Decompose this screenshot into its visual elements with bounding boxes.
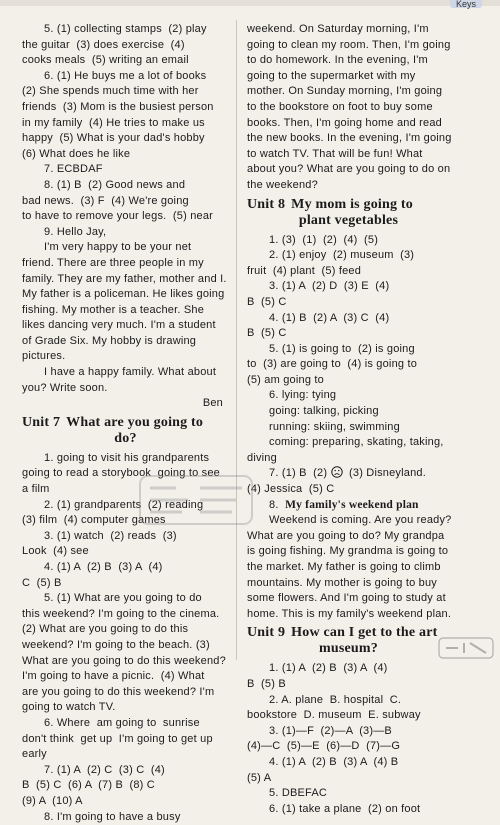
- right-answers-unit7-cont: [247, 22, 450, 194]
- answer-line: fruit (4) plant (5) feed: [247, 264, 450, 280]
- plan-title: My family's weekend plan: [285, 499, 419, 511]
- answer-line: 5. (1) is going to (2) is going: [247, 342, 450, 358]
- answer-line: weekend? I'm going to the beach. (3): [22, 638, 229, 654]
- answer-line: (5) A: [247, 771, 450, 787]
- answer-line: to (3) are going to (4) is going to: [247, 357, 450, 373]
- answer-line: happy (5) What is your dad's hobby: [22, 131, 229, 147]
- answer-line: 4. (1) A (2) B (3) A (4) B: [247, 755, 450, 771]
- answer-line: (5) am going to: [247, 373, 450, 389]
- frown-face-icon: [331, 466, 343, 478]
- answer-line: fishing. My mother is a teacher. She: [22, 303, 229, 319]
- answer-line: 7. (1) A (2) C (3) C (4): [22, 763, 229, 779]
- answer-line: 3. (1)—F (2)—A (3)—B: [247, 724, 450, 740]
- column-divider: [236, 20, 237, 660]
- answer-line: the market. My father is going to climb: [247, 560, 450, 576]
- answer-line: 8. I'm going to have a busy: [22, 810, 229, 825]
- answer-line: this weekend? I'm going to the cinema.: [22, 607, 229, 623]
- answer-line: going to read a storybook going to see: [22, 466, 229, 482]
- answer-line: weekend. On Saturday morning, I'm: [247, 22, 450, 38]
- answer-line: the new books. In the evening, I'm going: [247, 131, 450, 147]
- answer-line: I have a happy family. What about: [22, 365, 229, 381]
- unit9-number: Unit 9: [247, 625, 285, 640]
- answer-line: 8. (1) B (2) Good news and: [22, 178, 229, 194]
- corner-logo-icon: [438, 637, 494, 659]
- answer-line: mountains. My mother is going to buy: [247, 576, 450, 592]
- answer-line: bad news. (3) F (4) We're going: [22, 194, 229, 210]
- unit9-title-continued: museum?: [247, 641, 450, 657]
- answer-line: 7. ECBDAF: [22, 162, 229, 178]
- unit8-title: My mom is going to: [291, 197, 413, 212]
- answer-line: B (5) C: [247, 295, 450, 311]
- answer-line: home. This is my family's weekend plan.: [247, 607, 450, 623]
- answer-line: is going fishing. My grandma is going to: [247, 544, 450, 560]
- answer-line: (2) She spends much time with her: [22, 84, 229, 100]
- answer-line: (3) film (4) computer games: [22, 513, 229, 529]
- answer-line: books. Then, I'm going home and read: [247, 116, 450, 132]
- answer-line: Ben: [22, 396, 229, 412]
- unit8-title-continued: plant vegetables: [247, 213, 450, 229]
- answer-line: going to watch TV.: [22, 700, 229, 716]
- answer-line: 1. (1) A (2) B (3) A (4): [247, 661, 450, 677]
- q7-prefix: 7. (1) B (2): [269, 467, 327, 479]
- answer-line: My father is a policeman. He likes going: [22, 287, 229, 303]
- answer-line: 3. (1) A (2) D (3) E (4): [247, 279, 450, 295]
- answer-line: to the bookstore on foot to buy some: [247, 100, 450, 116]
- answer-line: friend. There are three people in my: [22, 256, 229, 272]
- answer-line: 6. (1) take a plane (2) on foot: [247, 802, 450, 818]
- unit7-title: What are you going to: [66, 415, 203, 430]
- answer-line: Weekend is coming. Are you ready?: [247, 513, 450, 529]
- answer-line: 6. lying: tying: [247, 388, 450, 404]
- answer-line: I'm very happy to be your net: [22, 240, 229, 256]
- answer-line: 2. A. plane B. hospital C.: [247, 693, 450, 709]
- answer-line: 5. DBEFAC: [247, 786, 450, 802]
- right-plan-essay: [247, 513, 450, 622]
- answer-line: 6. (1) He buys me a lot of books: [22, 69, 229, 85]
- answer-line: going to clean my room. Then, I'm going: [247, 38, 450, 54]
- answer-line: to watch TV. That will be fun! What: [247, 147, 450, 163]
- answer-line: some flowers. And I'm going to study at: [247, 591, 450, 607]
- answer-line: bookstore D. museum E. subway: [247, 708, 450, 724]
- unit7-number: Unit 7: [22, 415, 60, 430]
- answer-line: 1. (3) (1) (2) (4) (5): [247, 233, 450, 249]
- answer-line: 6. Where am going to sunrise: [22, 716, 229, 732]
- q7-line-2: (4) Jessica (5) C: [247, 482, 450, 498]
- answer-line: going to the supermarket with my: [247, 69, 450, 85]
- answer-line: coming: preparing, skating, taking,: [247, 435, 450, 451]
- unit9-heading: [247, 625, 450, 657]
- answer-line: diving: [247, 451, 450, 467]
- answer-line: 2. (1) enjoy (2) museum (3): [247, 248, 450, 264]
- answer-line: 9. Hello Jay,: [22, 225, 229, 241]
- answer-line: B (5) C (6) A (7) B (8) C: [22, 778, 229, 794]
- answer-line: you? Write soon.: [22, 381, 229, 397]
- answer-line: (9) A (10) A: [22, 794, 229, 810]
- answer-line: (2) What are you going to do this: [22, 622, 229, 638]
- keys-tab: Keys: [450, 0, 482, 8]
- answer-line: 1. going to visit his grandparents: [22, 451, 229, 467]
- answer-line: 5. (1) What are you going to do: [22, 591, 229, 607]
- unit9-title: How can I get to the art: [291, 625, 437, 640]
- answer-line: 3. (1) watch (2) reads (3): [22, 529, 229, 545]
- left-column: [22, 22, 229, 825]
- answer-line: B (5) B: [247, 677, 450, 693]
- answer-line: the guitar (3) does exercise (4): [22, 38, 229, 54]
- q7-line: [247, 466, 450, 482]
- answer-line: (6) What does he like: [22, 147, 229, 163]
- watermark-stamp: [136, 470, 256, 530]
- answer-line: 4. (1) B (2) A (3) C (4): [247, 311, 450, 327]
- answer-line: family. They are my father, mother and I.: [22, 272, 229, 288]
- answer-line: pictures.: [22, 349, 229, 365]
- answer-line: the weekend?: [247, 178, 450, 194]
- answer-line: What are you going to do? My grandpa: [247, 529, 450, 545]
- answer-line: a film: [22, 482, 229, 498]
- answer-line: (4)—C (5)—E (6)—D (7)—G: [247, 739, 450, 755]
- right-column: [247, 22, 450, 817]
- answer-line: about you? What are you going to do on: [247, 162, 450, 178]
- answer-line: C (5) B: [22, 576, 229, 592]
- answer-line: I'm going to have a picnic. (4) What: [22, 669, 229, 685]
- answer-line: What are you going to do this weekend?: [22, 654, 229, 670]
- unit8-number: Unit 8: [247, 197, 285, 212]
- answer-line: to have to remove your legs. (5) near: [22, 209, 229, 225]
- answer-line: Look (4) see: [22, 544, 229, 560]
- answer-line: mother. On Sunday morning, I'm going: [247, 84, 450, 100]
- answer-line: going: talking, picking: [247, 404, 450, 420]
- answer-line: running: skiing, swimming: [247, 420, 450, 436]
- plan-number: 8.: [269, 499, 279, 511]
- answer-line: 4. (1) A (2) B (3) A (4): [22, 560, 229, 576]
- q7-suffix: (3) Disneyland.: [343, 467, 427, 479]
- unit7-title-continued: do?: [22, 431, 229, 447]
- plan-heading: [247, 498, 450, 514]
- right-answers-unit9: [247, 661, 450, 817]
- unit7-heading: [22, 415, 229, 447]
- page-top-edge: [0, 0, 500, 6]
- answer-line: are you going to do this weekend? I'm: [22, 685, 229, 701]
- answer-line: of Grade Six. My hobby is drawing: [22, 334, 229, 350]
- answer-line: don't think get up I'm going to get up: [22, 732, 229, 748]
- answer-line: early: [22, 747, 229, 763]
- left-answers-unit6: [22, 22, 229, 412]
- answer-line: B (5) C: [247, 326, 450, 342]
- answer-line: 5. (1) collecting stamps (2) play: [22, 22, 229, 38]
- answer-line: cooks meals (5) writing an email: [22, 53, 229, 69]
- unit8-heading: [247, 197, 450, 229]
- answer-line: likes dancing very much. I'm a student: [22, 318, 229, 334]
- right-answers-unit8: [247, 233, 450, 467]
- answer-line: in my family (4) He tries to make us: [22, 116, 229, 132]
- answer-line: friends (3) Mom is the busiest person: [22, 100, 229, 116]
- answer-line: to do homework. In the evening, I'm: [247, 53, 450, 69]
- answer-line: 2. (1) grandparents (2) reading: [22, 498, 229, 514]
